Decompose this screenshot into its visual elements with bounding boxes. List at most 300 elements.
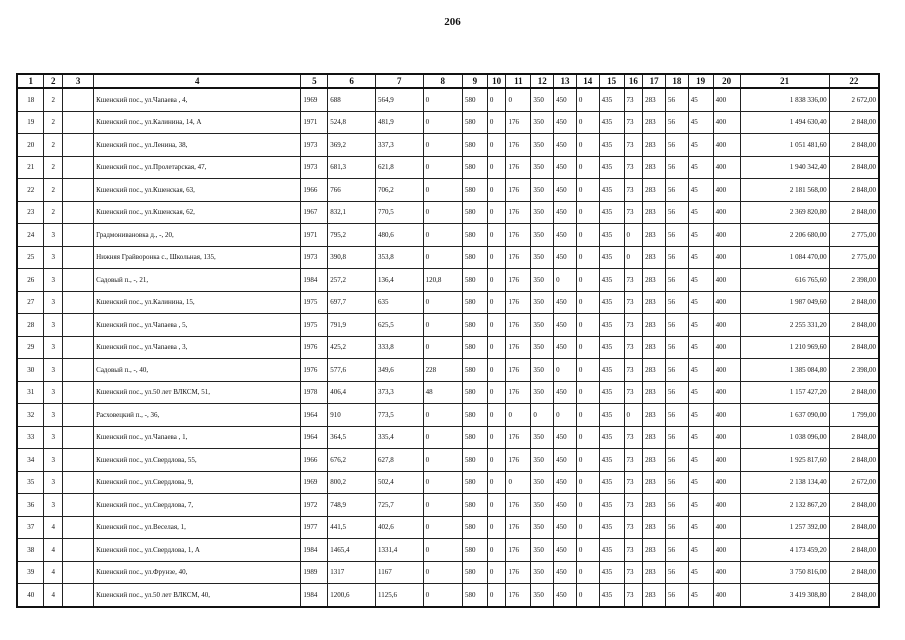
table-cell-col-8: 0	[423, 404, 462, 427]
table-cell-col-13: 450	[554, 381, 577, 404]
table-cell-col-2: 3	[44, 314, 63, 337]
table-cell-col-15: 435	[599, 291, 624, 314]
table-cell-col-19: 45	[688, 359, 713, 382]
table-cell-col-10: 0	[487, 471, 506, 494]
table-cell-col-8: 0	[423, 314, 462, 337]
table-cell-col-18: 56	[665, 201, 688, 224]
table-cell-col-21: 2 132 867,20	[740, 494, 829, 517]
table-cell-col-20: 400	[713, 291, 740, 314]
table-cell-col-5: 1973	[301, 134, 328, 157]
table-cell-col-18: 56	[665, 314, 688, 337]
table-row	[17, 134, 879, 157]
table-cell-col-21: 2 369 820,80	[740, 201, 829, 224]
table-cell-col-3	[63, 269, 94, 292]
table-cell-col-10: 0	[487, 584, 506, 607]
table-cell-col-21: 1 385 084,80	[740, 359, 829, 382]
table-cell-col-16: 73	[624, 134, 643, 157]
table-cell-col-3	[63, 201, 94, 224]
table-cell-col-22: 2 848,00	[829, 156, 879, 179]
table-cell-col-20: 400	[713, 561, 740, 584]
table-cell-col-5: 1989	[301, 561, 328, 584]
table-cell-col-15: 435	[599, 471, 624, 494]
table-cell-col-9: 580	[462, 471, 487, 494]
table-cell-col-11: 176	[506, 381, 531, 404]
table-row	[17, 381, 879, 404]
table-cell-col-10: 0	[487, 336, 506, 359]
table-cell-col-12: 350	[531, 359, 554, 382]
table-row	[17, 269, 879, 292]
table-cell-col-5: 1967	[301, 201, 328, 224]
table-cell-col-1: 34	[17, 449, 44, 472]
table-row	[17, 539, 879, 562]
table-cell-col-1: 39	[17, 561, 44, 584]
table-cell-col-4: Кшенский пос., ул.Калинина, 14, А	[94, 111, 301, 134]
table-cell-col-4: Кшенский пос., ул.Чапаева , 1,	[94, 426, 301, 449]
table-cell-col-21: 1 940 342,40	[740, 156, 829, 179]
table-cell-col-20: 400	[713, 516, 740, 539]
table-cell-col-10: 0	[487, 291, 506, 314]
table-cell-col-2: 3	[44, 449, 63, 472]
table-cell-col-9: 580	[462, 584, 487, 607]
table-cell-col-17: 283	[643, 494, 666, 517]
table-cell-col-10: 0	[487, 224, 506, 247]
table-cell-col-20: 400	[713, 224, 740, 247]
table-cell-col-14: 0	[576, 88, 599, 111]
table-cell-col-18: 56	[665, 494, 688, 517]
table-cell-col-12: 350	[531, 224, 554, 247]
table-cell-col-10: 0	[487, 539, 506, 562]
table-cell-col-17: 283	[643, 471, 666, 494]
table-cell-col-22: 2 848,00	[829, 539, 879, 562]
table-cell-col-22: 2 848,00	[829, 516, 879, 539]
table-cell-col-9: 580	[462, 224, 487, 247]
table-cell-col-5: 1971	[301, 111, 328, 134]
table-cell-col-18: 56	[665, 449, 688, 472]
table-cell-col-10: 0	[487, 201, 506, 224]
table-cell-col-20: 400	[713, 404, 740, 427]
table-cell-col-10: 0	[487, 381, 506, 404]
table-cell-col-4: Кшенский пос., ул.Свердлова, 1, А	[94, 539, 301, 562]
table-cell-col-22: 2 848,00	[829, 314, 879, 337]
table-cell-col-20: 400	[713, 201, 740, 224]
table-cell-col-17: 283	[643, 156, 666, 179]
table-cell-col-19: 45	[688, 584, 713, 607]
table-cell-col-16: 73	[624, 179, 643, 202]
table-cell-col-5: 1973	[301, 246, 328, 269]
table-cell-col-15: 435	[599, 404, 624, 427]
table-cell-col-22: 1 799,00	[829, 404, 879, 427]
table-row	[17, 516, 879, 539]
table-cell-col-1: 23	[17, 201, 44, 224]
table-cell-col-4: Кшенский пос., ул.Свердлова, 9,	[94, 471, 301, 494]
table-cell-col-13: 0	[554, 404, 577, 427]
table-cell-col-4: Расховецкий п., -, 36,	[94, 404, 301, 427]
table-cell-col-10: 0	[487, 156, 506, 179]
table-cell-col-6: 697,7	[328, 291, 376, 314]
table-cell-col-9: 580	[462, 449, 487, 472]
table-cell-col-8: 0	[423, 111, 462, 134]
table-cell-col-17: 283	[643, 314, 666, 337]
table-cell-col-12: 350	[531, 336, 554, 359]
table-cell-col-22: 2 848,00	[829, 449, 879, 472]
table-cell-col-6: 910	[328, 404, 376, 427]
table-cell-col-17: 283	[643, 404, 666, 427]
table-cell-col-7: 635	[375, 291, 423, 314]
table-cell-col-15: 435	[599, 426, 624, 449]
table-cell-col-14: 0	[576, 449, 599, 472]
table-cell-col-19: 45	[688, 224, 713, 247]
table-cell-col-2: 3	[44, 404, 63, 427]
table-cell-col-4: Кшенский пос., ул.Калинина, 15,	[94, 291, 301, 314]
table-cell-col-18: 56	[665, 426, 688, 449]
table-cell-col-3	[63, 471, 94, 494]
table-cell-col-16: 0	[624, 404, 643, 427]
column-header-11: 11	[506, 74, 531, 88]
table-cell-col-13: 450	[554, 516, 577, 539]
table-cell-col-16: 73	[624, 269, 643, 292]
table-cell-col-12: 350	[531, 291, 554, 314]
table-cell-col-1: 37	[17, 516, 44, 539]
table-cell-col-13: 450	[554, 561, 577, 584]
table-cell-col-6: 766	[328, 179, 376, 202]
table-cell-col-19: 45	[688, 314, 713, 337]
table-cell-col-5: 1964	[301, 426, 328, 449]
table-cell-col-19: 45	[688, 494, 713, 517]
table-cell-col-22: 2 848,00	[829, 179, 879, 202]
table-cell-col-21: 2 206 680,00	[740, 224, 829, 247]
table-cell-col-22: 2 848,00	[829, 111, 879, 134]
table-cell-col-11: 0	[506, 404, 531, 427]
table-cell-col-1: 27	[17, 291, 44, 314]
table-cell-col-6: 1317	[328, 561, 376, 584]
table-cell-col-6: 676,2	[328, 449, 376, 472]
table-cell-col-12: 350	[531, 156, 554, 179]
table-row	[17, 449, 879, 472]
table-cell-col-4: Кшенский пос., ул.Свердлова, 55,	[94, 449, 301, 472]
table-cell-col-14: 0	[576, 246, 599, 269]
table-cell-col-1: 30	[17, 359, 44, 382]
table-cell-col-5: 1975	[301, 314, 328, 337]
table-cell-col-15: 435	[599, 359, 624, 382]
table-cell-col-11: 176	[506, 314, 531, 337]
column-header-16: 16	[624, 74, 643, 88]
table-cell-col-2: 4	[44, 561, 63, 584]
table-cell-col-20: 400	[713, 269, 740, 292]
table-cell-col-15: 435	[599, 111, 624, 134]
table-cell-col-20: 400	[713, 246, 740, 269]
table-cell-col-3	[63, 314, 94, 337]
table-cell-col-6: 441,5	[328, 516, 376, 539]
table-cell-col-3	[63, 561, 94, 584]
table-cell-col-9: 580	[462, 494, 487, 517]
table-cell-col-13: 450	[554, 584, 577, 607]
table-cell-col-3	[63, 179, 94, 202]
table-cell-col-12: 350	[531, 561, 554, 584]
table-cell-col-16: 73	[624, 88, 643, 111]
table-cell-col-15: 435	[599, 494, 624, 517]
table-cell-col-1: 20	[17, 134, 44, 157]
table-cell-col-1: 32	[17, 404, 44, 427]
table-cell-col-10: 0	[487, 269, 506, 292]
table-cell-col-7: 373,3	[375, 381, 423, 404]
table-cell-col-15: 435	[599, 224, 624, 247]
table-cell-col-4: Кшенский пос., ул.Ленина, 38,	[94, 134, 301, 157]
table-row	[17, 291, 879, 314]
table-cell-col-8: 0	[423, 134, 462, 157]
table-cell-col-12: 350	[531, 269, 554, 292]
table-cell-col-20: 400	[713, 449, 740, 472]
table-cell-col-1: 24	[17, 224, 44, 247]
table-cell-col-12: 350	[531, 471, 554, 494]
table-cell-col-16: 73	[624, 539, 643, 562]
table-cell-col-2: 2	[44, 134, 63, 157]
table-cell-col-6: 364,5	[328, 426, 376, 449]
table-row	[17, 111, 879, 134]
table-cell-col-18: 56	[665, 224, 688, 247]
table-cell-col-15: 435	[599, 449, 624, 472]
table-cell-col-18: 56	[665, 111, 688, 134]
table-cell-col-7: 564,9	[375, 88, 423, 111]
table-cell-col-18: 56	[665, 381, 688, 404]
column-header-10: 10	[487, 74, 506, 88]
table-cell-col-13: 450	[554, 426, 577, 449]
table-cell-col-11: 176	[506, 179, 531, 202]
table-cell-col-8: 0	[423, 584, 462, 607]
table-cell-col-20: 400	[713, 359, 740, 382]
table-cell-col-2: 2	[44, 111, 63, 134]
table-cell-col-12: 350	[531, 449, 554, 472]
table-cell-col-16: 73	[624, 471, 643, 494]
table-cell-col-17: 283	[643, 516, 666, 539]
table-cell-col-17: 283	[643, 449, 666, 472]
table-cell-col-14: 0	[576, 516, 599, 539]
table-cell-col-3	[63, 336, 94, 359]
table-cell-col-9: 580	[462, 88, 487, 111]
table-cell-col-16: 73	[624, 201, 643, 224]
table-cell-col-18: 56	[665, 539, 688, 562]
table-cell-col-10: 0	[487, 246, 506, 269]
table-cell-col-21: 1 084 470,00	[740, 246, 829, 269]
table-cell-col-1: 38	[17, 539, 44, 562]
table-cell-col-15: 435	[599, 539, 624, 562]
table-row	[17, 426, 879, 449]
table-cell-col-18: 56	[665, 179, 688, 202]
table-cell-col-1: 35	[17, 471, 44, 494]
table-cell-col-3	[63, 134, 94, 157]
table-row	[17, 246, 879, 269]
table-cell-col-6: 688	[328, 88, 376, 111]
table-cell-col-6: 1200,6	[328, 584, 376, 607]
table-cell-col-12: 350	[531, 246, 554, 269]
table-cell-col-15: 435	[599, 201, 624, 224]
table-cell-col-22: 2 672,00	[829, 88, 879, 111]
table-cell-col-14: 0	[576, 584, 599, 607]
table-cell-col-1: 22	[17, 179, 44, 202]
table-cell-col-7: 627,8	[375, 449, 423, 472]
table-cell-col-14: 0	[576, 224, 599, 247]
table-cell-col-22: 2 775,00	[829, 224, 879, 247]
table-cell-col-8: 0	[423, 179, 462, 202]
table-cell-col-2: 2	[44, 201, 63, 224]
table-cell-col-15: 435	[599, 314, 624, 337]
table-cell-col-22: 2 848,00	[829, 494, 879, 517]
table-cell-col-15: 435	[599, 584, 624, 607]
table-cell-col-16: 73	[624, 584, 643, 607]
table-cell-col-11: 176	[506, 426, 531, 449]
column-header-19: 19	[688, 74, 713, 88]
table-cell-col-16: 73	[624, 516, 643, 539]
table-cell-col-19: 45	[688, 134, 713, 157]
table-cell-col-20: 400	[713, 111, 740, 134]
table-cell-col-19: 45	[688, 336, 713, 359]
table-cell-col-2: 3	[44, 471, 63, 494]
table-cell-col-3	[63, 539, 94, 562]
table-cell-col-13: 450	[554, 111, 577, 134]
table-cell-col-19: 45	[688, 561, 713, 584]
table-cell-col-19: 45	[688, 404, 713, 427]
table-cell-col-12: 350	[531, 584, 554, 607]
table-cell-col-13: 450	[554, 449, 577, 472]
table-cell-col-5: 1966	[301, 449, 328, 472]
table-cell-col-15: 435	[599, 516, 624, 539]
table-cell-col-1: 31	[17, 381, 44, 404]
table-cell-col-16: 0	[624, 224, 643, 247]
table-cell-col-21: 4 173 459,20	[740, 539, 829, 562]
table-cell-col-13: 450	[554, 134, 577, 157]
table-cell-col-20: 400	[713, 426, 740, 449]
table-cell-col-10: 0	[487, 404, 506, 427]
table-cell-col-12: 350	[531, 426, 554, 449]
table-cell-col-17: 283	[643, 381, 666, 404]
table-cell-col-18: 56	[665, 359, 688, 382]
table-cell-col-9: 580	[462, 314, 487, 337]
column-header-1: 1	[17, 74, 44, 88]
table-cell-col-6: 800,2	[328, 471, 376, 494]
table-cell-col-4: Кшенский пос., ул.Чапаева , 5,	[94, 314, 301, 337]
table-cell-col-17: 283	[643, 336, 666, 359]
table-row	[17, 471, 879, 494]
table-cell-col-21: 2 255 331,20	[740, 314, 829, 337]
table-cell-col-19: 45	[688, 426, 713, 449]
table-cell-col-22: 2 672,00	[829, 471, 879, 494]
housing-register-table	[16, 73, 880, 608]
table-cell-col-11: 176	[506, 449, 531, 472]
table-cell-col-9: 580	[462, 201, 487, 224]
table-cell-col-4: Кшенский пос., ул.Фрунзе, 40,	[94, 561, 301, 584]
table-cell-col-7: 621,8	[375, 156, 423, 179]
table-cell-col-17: 283	[643, 88, 666, 111]
table-cell-col-17: 283	[643, 584, 666, 607]
table-cell-col-19: 45	[688, 246, 713, 269]
table-cell-col-3	[63, 426, 94, 449]
table-cell-col-17: 283	[643, 561, 666, 584]
table-cell-col-9: 580	[462, 336, 487, 359]
column-header-15: 15	[599, 74, 624, 88]
column-header-21: 21	[740, 74, 829, 88]
table-cell-col-9: 580	[462, 134, 487, 157]
table-cell-col-16: 0	[624, 246, 643, 269]
table-cell-col-7: 349,6	[375, 359, 423, 382]
table-cell-col-17: 283	[643, 179, 666, 202]
table-cell-col-12: 350	[531, 381, 554, 404]
table-cell-col-7: 333,8	[375, 336, 423, 359]
table-cell-col-19: 45	[688, 111, 713, 134]
table-cell-col-8: 0	[423, 494, 462, 517]
table-cell-col-20: 400	[713, 134, 740, 157]
table-cell-col-22: 2 398,00	[829, 359, 879, 382]
table-cell-col-17: 283	[643, 246, 666, 269]
table-cell-col-22: 2 848,00	[829, 561, 879, 584]
table-cell-col-14: 0	[576, 539, 599, 562]
table-cell-col-19: 45	[688, 449, 713, 472]
table-cell-col-15: 435	[599, 381, 624, 404]
table-cell-col-14: 0	[576, 291, 599, 314]
table-cell-col-2: 3	[44, 246, 63, 269]
table-cell-col-8: 0	[423, 201, 462, 224]
table-row	[17, 201, 879, 224]
table-cell-col-4: Кшенский пос., ул.Свердлова, 7,	[94, 494, 301, 517]
table-cell-col-15: 435	[599, 134, 624, 157]
table-cell-col-10: 0	[487, 561, 506, 584]
table-cell-col-3	[63, 224, 94, 247]
table-cell-col-21: 1 157 427,20	[740, 381, 829, 404]
table-cell-col-10: 0	[487, 134, 506, 157]
table-cell-col-5: 1984	[301, 269, 328, 292]
table-cell-col-12: 350	[531, 201, 554, 224]
table-cell-col-12: 350	[531, 111, 554, 134]
table-cell-col-16: 73	[624, 291, 643, 314]
table-cell-col-4: Кшенский пос., ул.50 лет ВЛКСМ, 40,	[94, 584, 301, 607]
table-cell-col-1: 40	[17, 584, 44, 607]
table-row	[17, 404, 879, 427]
table-cell-col-14: 0	[576, 134, 599, 157]
table-cell-col-10: 0	[487, 359, 506, 382]
table-cell-col-6: 524,8	[328, 111, 376, 134]
table-cell-col-9: 580	[462, 561, 487, 584]
table-cell-col-14: 0	[576, 111, 599, 134]
table-cell-col-22: 2 848,00	[829, 426, 879, 449]
table-cell-col-6: 425,2	[328, 336, 376, 359]
table-cell-col-3	[63, 88, 94, 111]
table-cell-col-16: 73	[624, 561, 643, 584]
table-cell-col-4: Кшенский пос., ул.Веселая, 1,	[94, 516, 301, 539]
table-cell-col-11: 176	[506, 561, 531, 584]
table-cell-col-10: 0	[487, 426, 506, 449]
table-cell-col-11: 0	[506, 88, 531, 111]
table-cell-col-21: 1 210 969,60	[740, 336, 829, 359]
table-cell-col-12: 350	[531, 516, 554, 539]
table-cell-col-15: 435	[599, 246, 624, 269]
table-cell-col-5: 1977	[301, 516, 328, 539]
table-cell-col-2: 4	[44, 539, 63, 562]
table-cell-col-19: 45	[688, 179, 713, 202]
table-cell-col-9: 580	[462, 269, 487, 292]
table-cell-col-15: 435	[599, 336, 624, 359]
table-cell-col-16: 73	[624, 314, 643, 337]
table-cell-col-2: 3	[44, 269, 63, 292]
table-cell-col-17: 283	[643, 269, 666, 292]
table-cell-col-21: 1 838 336,00	[740, 88, 829, 111]
table-cell-col-13: 450	[554, 179, 577, 202]
table-cell-col-1: 29	[17, 336, 44, 359]
table-cell-col-13: 450	[554, 224, 577, 247]
table-cell-col-5: 1976	[301, 359, 328, 382]
table-cell-col-7: 481,9	[375, 111, 423, 134]
table-cell-col-13: 0	[554, 269, 577, 292]
table-cell-col-22: 2 848,00	[829, 336, 879, 359]
table-cell-col-21: 1 038 096,00	[740, 426, 829, 449]
table-cell-col-3	[63, 291, 94, 314]
